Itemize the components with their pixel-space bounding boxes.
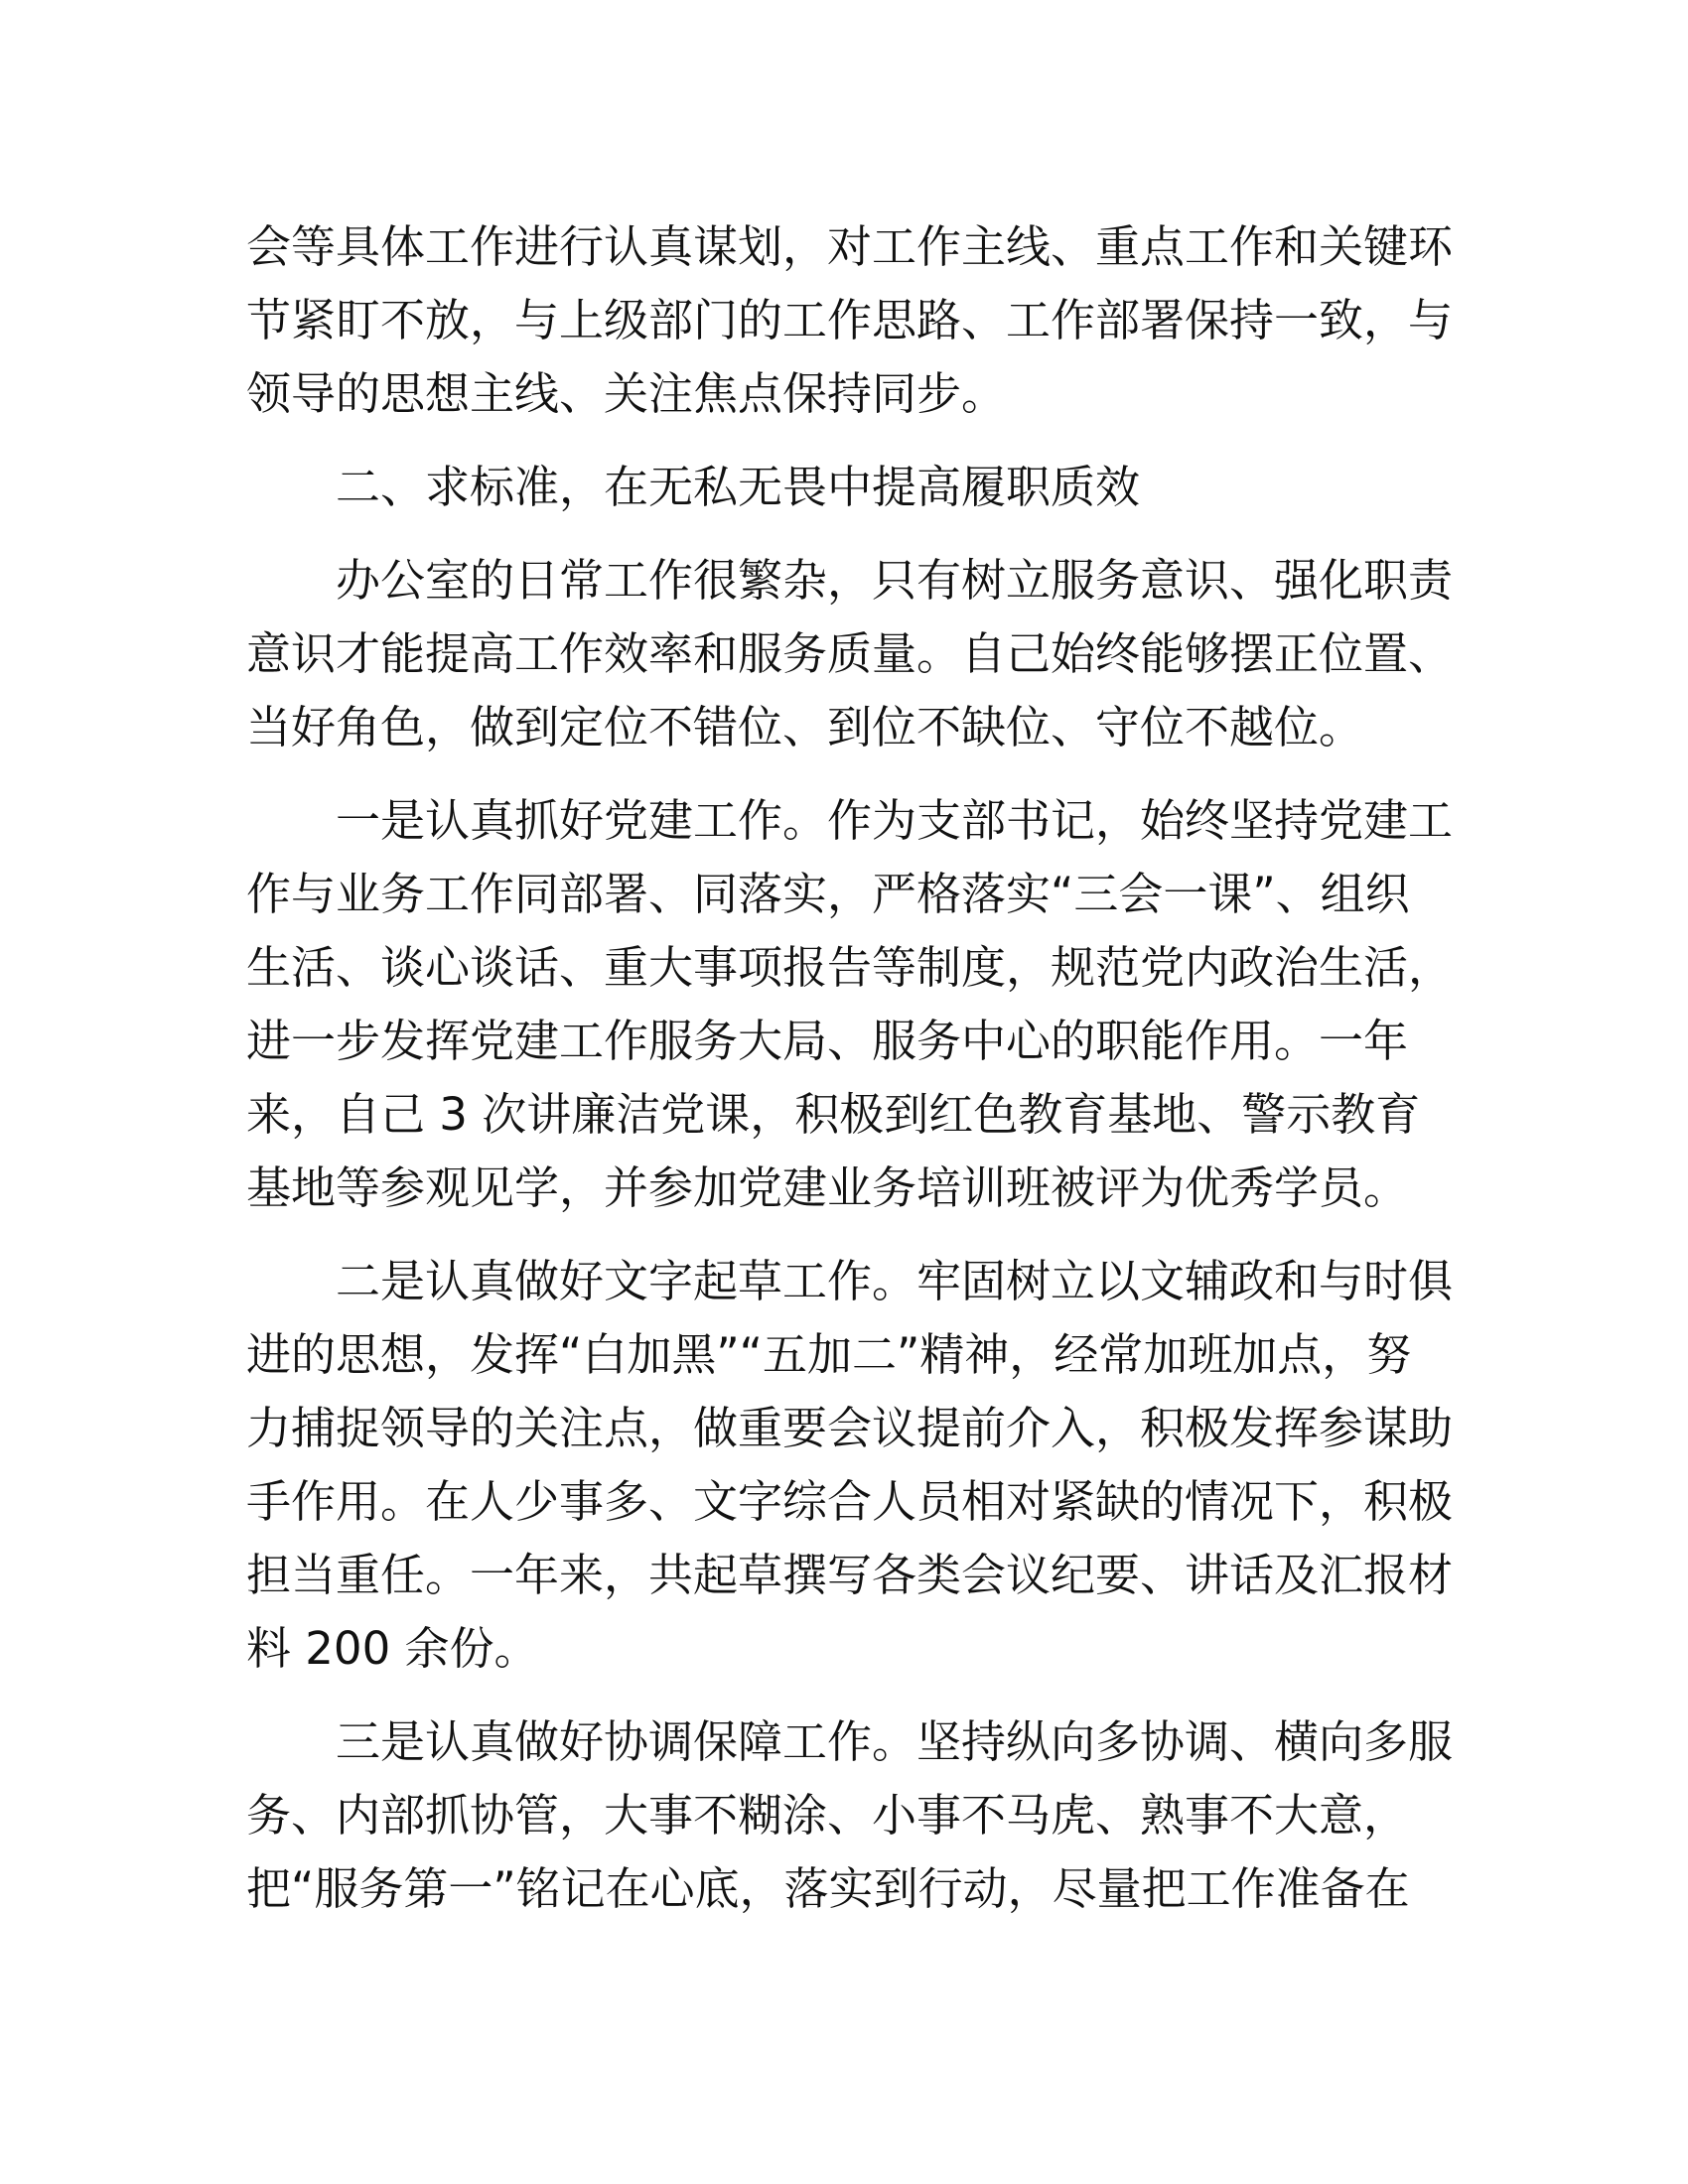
text-line: 手作用。在人少事多、文字综合人员相对紧缺的情况下，积极: [246, 1475, 1454, 1528]
text-line: 料 200 余份。: [246, 1622, 539, 1675]
text-line: 作与业务工作同部署、同落实，严格落实“三会一课”、组织: [246, 868, 1410, 920]
section-heading: [246, 451, 1438, 524]
text-line: 当好角色，做到定位不错位、到位不缺位、守位不越位。: [246, 701, 1364, 753]
text-line: 担当重任。一年来，共起草撰写各类会议纪要、讲话及汇报材: [246, 1549, 1454, 1601]
text-line: 一是认真抓好党建工作。作为支部书记，始终坚持党建工: [336, 794, 1454, 847]
text-line: 务、内部抓协管，大事不糊涂、小事不马虎、熟事不大意，: [246, 1789, 1409, 1842]
text-line: 来，自己 3 次讲廉洁党课，积极到红色教育基地、警示教育: [246, 1088, 1421, 1141]
body-text: [246, 210, 1454, 1946]
text-line: 把“服务第一”铭记在心底，落实到行动，尽量把工作准备在: [246, 1862, 1410, 1915]
text-line: 节紧盯不放，与上级部门的工作思路、工作部署保持一致，与: [246, 294, 1454, 346]
text-line: 力捕捉领导的关注点，做重要会议提前介入，积极发挥参谋助: [246, 1402, 1454, 1454]
text-line: 会等具体工作进行认真谋划，对工作主线、重点工作和关键环: [246, 220, 1454, 273]
heading-line: 二、求标准，在无私无畏中提高履职质效: [336, 461, 1141, 513]
text-line: 进的思想，发挥“白加黑”“五加二”精神，经常加班加点，努: [246, 1328, 1412, 1381]
paragraph-office-work: [246, 544, 1454, 764]
text-line: 领导的思想主线、关注焦点保持同步。: [246, 367, 1007, 420]
paragraph-coordination: [246, 1706, 1454, 1926]
text-line: 进一步发挥党建工作服务大局、服务中心的职能作用。一年: [246, 1015, 1409, 1067]
paragraph-continuation: [246, 210, 1454, 431]
paragraph-party-building: [246, 784, 1454, 1225]
text-line: 三是认真做好协调保障工作。坚持纵向多协调、横向多服: [336, 1715, 1454, 1768]
text-line: 基地等参观见学，并参加党建业务培训班被评为优秀学员。: [246, 1161, 1409, 1214]
text-line: 办公室的日常工作很繁杂，只有树立服务意识、强化职责: [336, 554, 1454, 607]
text-line: 意识才能提高工作效率和服务质量。自己始终能够摆正位置、: [246, 627, 1454, 680]
text-line: 二是认真做好文字起草工作。牢固树立以文辅政和与时俱: [336, 1255, 1454, 1307]
text-line: 生活、谈心谈话、重大事项报告等制度，规范党内政治生活，: [246, 941, 1454, 994]
paragraph-drafting: [246, 1245, 1454, 1686]
